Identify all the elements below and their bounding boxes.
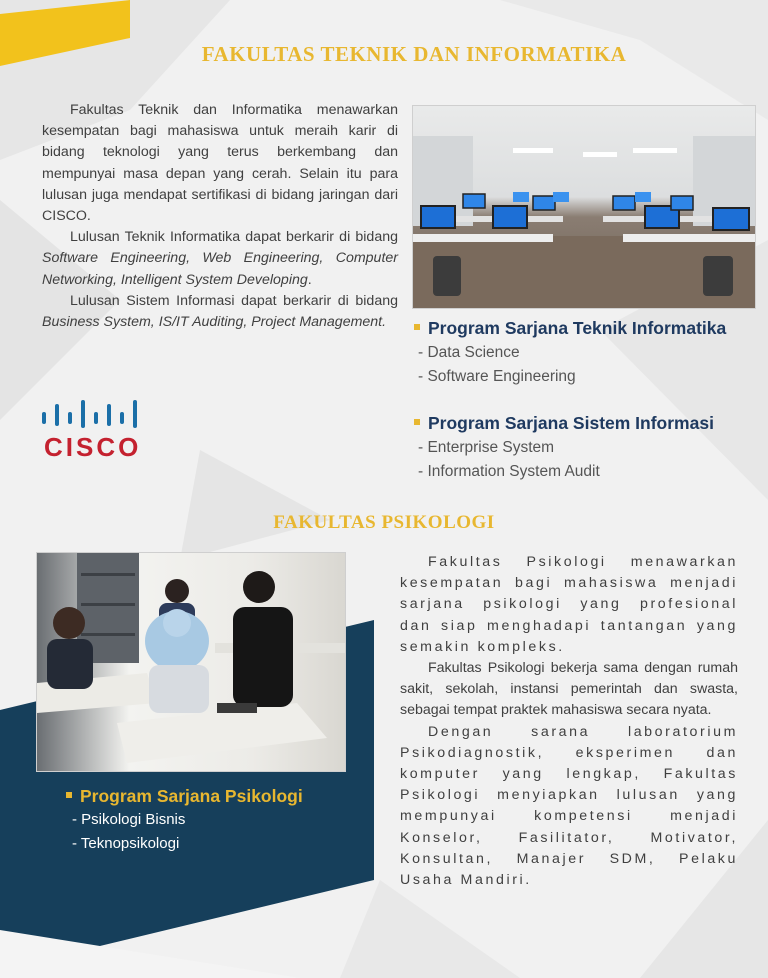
psychology-class-photo [36,552,346,772]
ti-careers-paragraph: Lulusan Teknik Informatika dapat berkarir di bidang Software Engineering, Web Engineering, Computer Networking, Intelligent System Developing. [42,229,398,288]
cisco-wordmark: CISCO [44,432,142,462]
si-careers-paragraph: Lulusan Sistem Informasi dapat berkarir di bidang Business System, IS/IT Auditing, Project Management. [42,292,398,331]
cisco-logo [38,400,150,460]
program-ti-item: - Data Science [418,344,520,361]
bullet-icon [414,419,420,425]
psychology-class-illustration [37,553,345,771]
program-ti-title: Program Sarjana Teknik Informatika [414,318,726,339]
computer-lab-illustration [413,106,755,308]
program-si-title: Program Sarjana Sistem Informasi [414,413,714,434]
faculty-psychology-description [400,552,738,891]
program-ti-item: - Software Engineering [418,368,576,385]
psychology-paragraph: Fakultas Psikologi bekerja sama dengan rumah sakit, sekolah, instansi pemerintah dan swasta, sebagai tempat praktek mahasiswa secara nyata. [400,660,738,719]
faculty-it-title: FAKULTAS TEKNIK DAN INFORMATIKA [201,42,627,66]
si-careers-list: Business System, IS/IT Auditing, Project Management. [42,314,387,331]
program-psychology-item: - Psikologi Bisnis [72,811,186,828]
cisco-bars-icon [38,400,150,430]
computer-lab-photo [412,105,756,309]
program-si-item: - Enterprise System [418,439,555,456]
program-psychology-title: Program Sarjana Psikologi [66,786,303,807]
program-si-item: - Information System Audit [418,463,600,480]
program-psychology-item: - Teknopsikologi [72,835,180,852]
faculty-psychology-title: FAKULTAS PSIKOLOGI [273,512,495,533]
intro-paragraph: Fakultas Teknik dan Informatika menawarkan kesempatan bagi mahasiswa untuk meraih karir di bidang teknologi yang terus berkembang dan mempunyai masa depan yang cerah. Selain itu para lulusan juga mendapat sertifikasi di bidang jaringan dari CISCO. [42,102,398,225]
ti-careers-list: Software Engineering, Web Engineering, Computer Networking, Intelligent System Developing [42,250,398,288]
psychology-paragraph: Fakultas Psikologi menawarkan kesempatan bagi mahasiswa menjadi sarjana psikologi yang profesional dan siap menghadapi tantangan yang semakin kompleks. [400,554,738,655]
faculty-it-description [42,100,398,333]
psychology-paragraph: Dengan sarana laboratorium Psikodiagnostik, eksperimen dan komputer yang lengkap, Fakultas Psikologi menyiapkan lulusan yang mempunyai kompetensi menjadi Konselor, Fasilitator, Motivator, Konsultan, Manajer SDM, Pelaku Usaha Mandiri. [400,723,738,889]
bullet-icon [66,792,72,798]
bullet-icon [414,324,420,330]
